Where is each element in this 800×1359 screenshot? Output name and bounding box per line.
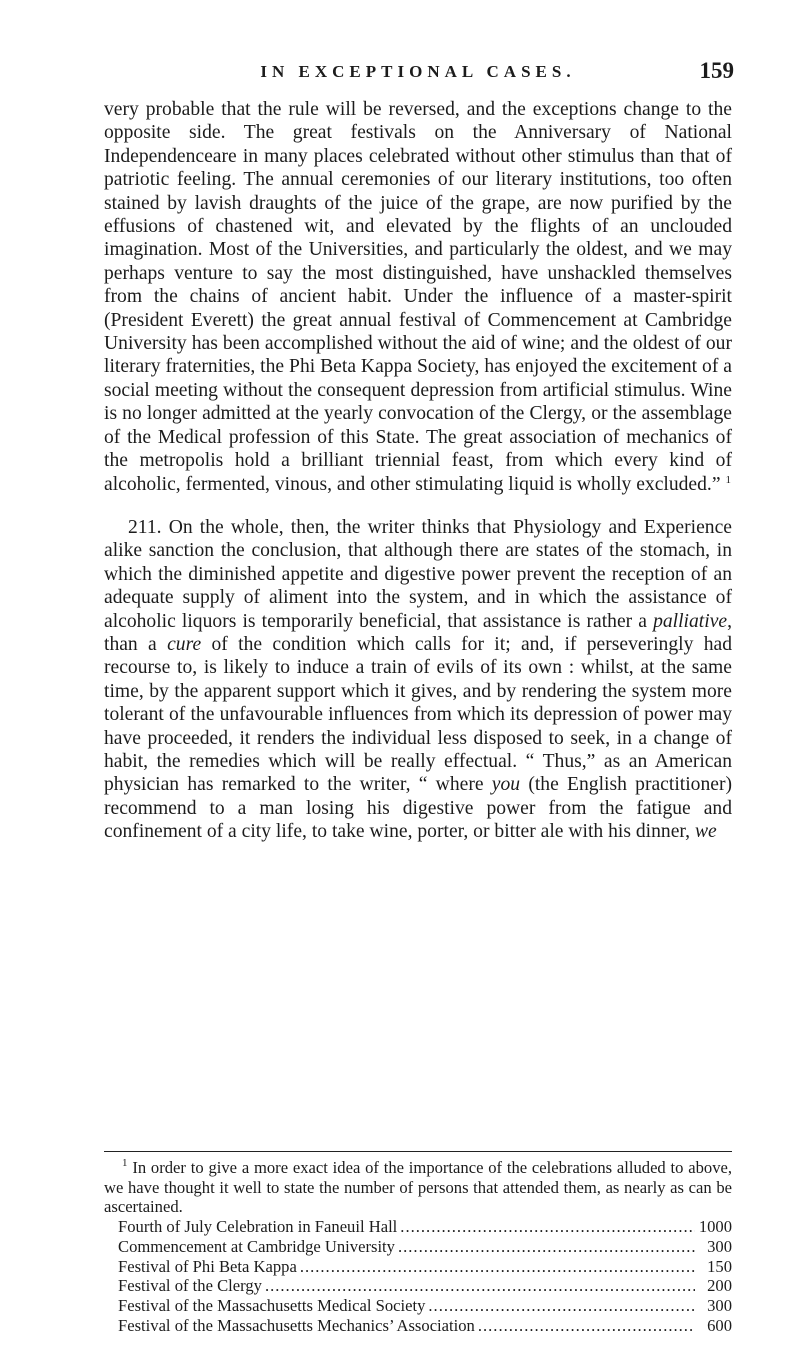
continued-paragraph: [104, 98, 732, 496]
dot-leader: [400, 1217, 695, 1237]
paragraph-211-text-1: 211. On the whole, then, the writer thinks that Physiology and Experience alike sanction the conclusion, that although there are states of the stomach, in which the diminished appetite and digestive power prevent the reception of an adequate supply of aliment into the system, and in which the assistance of alcoholic liquors is temporarily beneficial, that assistance is rather a: [104, 516, 732, 632]
row-value: 150: [707, 1256, 732, 1276]
footnote-intro: [104, 1158, 732, 1217]
row-value: 300: [707, 1236, 732, 1256]
paragraph-211: [104, 516, 732, 844]
paragraph-211-text-4: (the English practitioner) recommend to a man losing his digestive power from the fatigue and confinement of a city life, to take wine, porter, or bitter ale with his dinner,: [104, 774, 732, 843]
footnote-reference: 1: [725, 473, 731, 486]
row-label: Festival of Phi Beta Kappa: [118, 1256, 297, 1276]
footnote-divider: [104, 1151, 732, 1152]
table-row: [118, 1316, 732, 1336]
paragraph-211-italic-we: we: [694, 821, 717, 843]
table-row: [118, 1296, 732, 1316]
table-row: [118, 1257, 732, 1277]
footnote-marker: 1: [122, 1157, 128, 1169]
attendance-table: [104, 1217, 732, 1335]
paragraph-211-text-2: , than a: [104, 610, 732, 655]
table-row: [118, 1276, 732, 1296]
row-value: 200: [707, 1276, 732, 1296]
continued-paragraph-text: very probable that the rule will be reversed, and the exceptions change to the opposite side. The great festivals on the Anniversary of National Independenceare in many places celebrated without other stimulus than that of patriotic feeling. The annual ceremonies of our literary institutions, too often stained by lavish draughts of the juice of the grape, are now purified by the effusions of chastened wit, and elevated by the flights of an unclouded imagination. Most of the Universities, and particularly the oldest, and we may perhaps venture to say the most distinguished, have unshackled themselves from the chains of ancient habit. Under the influence of a master-spirit (President Everett) the great annual festival of Commencement at Cambridge University has been accomplished without the aid of wine; and the oldest of our literary fraternities, the Phi Beta Kappa Society, has enjoyed the excitement of a social meeting without the consequent depression from artificial stimulus. Wine is no longer admitted at the yearly convocation of the Clergy, or the assemblage of the Medical profession of this State. The great association of mechanics of the metropolis hold a brilliant triennial feast, from which every kind of alcoholic, fermented, vinous, and other stimulating liquid is wholly excluded.”: [104, 99, 732, 495]
row-label: Festival of the Clergy: [118, 1276, 262, 1296]
dot-leader: [300, 1257, 695, 1277]
dot-leader: [478, 1316, 695, 1336]
page-header: [102, 58, 734, 88]
row-label: Festival of the Massachusetts Mechanics’ Association: [118, 1315, 475, 1335]
main-text: [104, 98, 732, 844]
dot-leader: [265, 1276, 695, 1296]
dot-leader: [398, 1237, 695, 1257]
row-value: 1000: [698, 1217, 732, 1237]
footnote: [104, 1158, 732, 1335]
paragraph-211-text-3: of the condition which calls for it; and, if perseveringly had recourse to, is likely to induce a train of evils of its own : whilst, at the same time, by the apparent support which it gives, and by rendering the system more tolerant of the unfavourable influences from which its depression of power may have proceeded, it renders the individual less disposed to seek, in a change of habit, the remedies which will be really effectual. “ Thus,” as an American physician has remarked to the writer, “ where: [104, 633, 732, 796]
paragraph-211-italic-cure: cure: [167, 633, 202, 655]
table-row: [118, 1237, 732, 1257]
row-label: Fourth of July Celebration in Faneuil Hall: [118, 1217, 398, 1237]
row-label: Festival of the Massachusetts Medical Society: [118, 1295, 426, 1315]
dot-leader: [428, 1296, 695, 1316]
footnote-intro-text: In order to give a more exact idea of the importance of the celebrations alluded to above, we have thought it well to state the number of persons that attended them, as nearly as can be ascertained.: [104, 1158, 733, 1217]
paragraph-211-italic-you: you: [491, 774, 521, 796]
table-row: [118, 1217, 732, 1237]
page-number: 159: [699, 58, 734, 83]
paragraph-211-italic-palliative: palliative: [653, 610, 728, 632]
row-value: 600: [707, 1315, 732, 1335]
row-value: 300: [707, 1295, 732, 1315]
running-head: IN EXCEPTIONAL CASES.: [260, 62, 576, 81]
row-label: Commencement at Cambridge University: [118, 1236, 395, 1256]
